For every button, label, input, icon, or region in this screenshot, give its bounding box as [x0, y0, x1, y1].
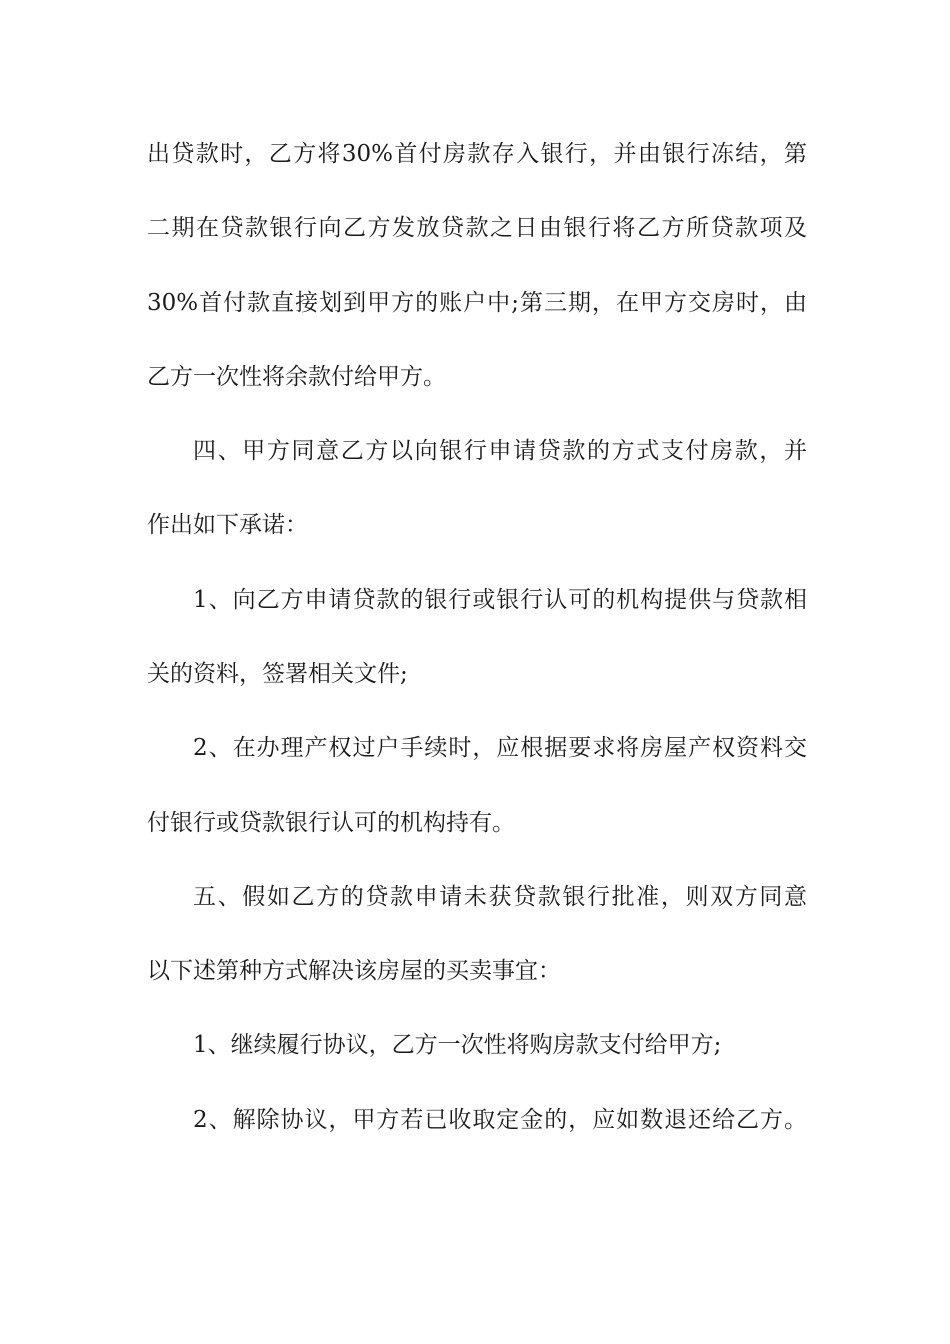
- item-1-line-1: 1、向乙方申请贷款的银行或银行认可的机构提供与贷款相: [193, 587, 807, 613]
- paragraph-line-1: 出贷款时，乙方将30%首付房款存入银行，并由银行冻结，第: [147, 141, 807, 167]
- option-1-line: 1、继续履行协议，乙方一次性将购房款支付给甲方;: [193, 1032, 722, 1058]
- item-2-line-1: 2、在办理产权过户手续时，应根据要求将房屋产权资料交: [193, 735, 807, 761]
- item-1-line-2: 关的资料，签署相关文件;: [147, 661, 408, 687]
- clause-five-line-1: 五、假如乙方的贷款申请未获贷款银行批准，则双方同意: [193, 884, 807, 910]
- clause-four-line-1: 四、甲方同意乙方以向银行申请贷款的方式支付房款，并: [193, 438, 807, 464]
- paragraph-line-4: 乙方一次性将余款付给甲方。: [147, 364, 446, 390]
- paragraph-line-3: 30%首付款直接划到甲方的账户中;第三期，在甲方交房时，由: [147, 290, 807, 316]
- option-2-line: 2、解除协议，甲方若已收取定金的，应如数退还给乙方。: [193, 1107, 807, 1133]
- paragraph-line-2: 二期在贷款银行向乙方发放贷款之日由银行将乙方所贷款项及: [147, 215, 807, 241]
- clause-five-line-2: 以下述第种方式解决该房屋的买卖事宜：: [147, 958, 561, 984]
- clause-four-line-2: 作出如下承诺：: [147, 512, 308, 538]
- item-2-line-2: 付银行或贷款银行认可的机构持有。: [147, 810, 515, 836]
